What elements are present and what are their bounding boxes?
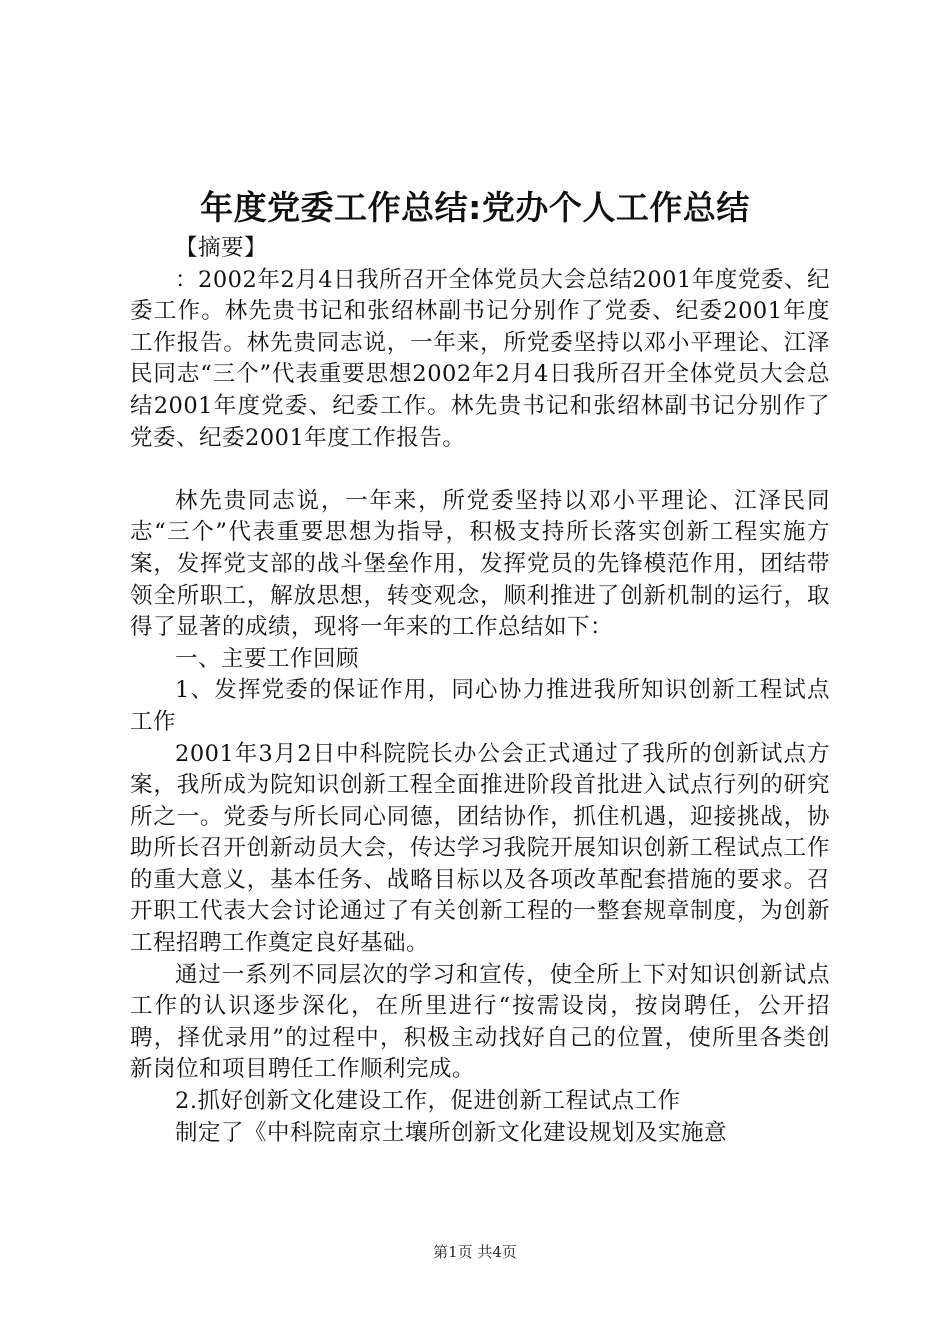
paragraph-gap — [130, 454, 830, 486]
page-footer: 第1页 共4页 — [433, 1243, 517, 1261]
subsection-heading: 2.抓好创新文化建设工作，促进创新工程试点工作 — [175, 1088, 681, 1115]
abstract-label: 【摘要】 — [175, 235, 268, 261]
body-paragraph: 通过一系列不同层次的学习和宣传，使全所上下对知识创新试点工作的认识逐步深化，在所里进行“按需设岗，按岗聘任，公开招聘，择优录用”的过程中，积极主动找好自己的位置，使所里各类创新岗位和项目聘任工作顺利完成。 — [130, 961, 830, 1083]
body-paragraph: 制定了《中科院南京土壤所创新文化建设规划及实施意 — [175, 1119, 728, 1146]
section-heading: 一、主要工作回顾 — [175, 645, 360, 672]
body-paragraph: 2001年3月2日中科院院长办公会正式通过了我所的创新试点方案，我所成为院知识创新工程全面推进阶段首批进入试点行列的研究所之一。党委与所长同心同德，团结协作，抓住机遇，迎接挑战，协助所长召开创新动员大会，传达学习我院开展知识创新工程试点工作的重大意义，基本任务、战略目标以及各项改革配套措施的要求。召开职工代表大会讨论通过了有关创新工程的一整套规章制度，为创新工程招聘工作奠定良好基础。 — [130, 740, 830, 957]
abstract-paragraph: ：2002年2月4日我所召开全体党员大会总结2001年度党委、纪委工作。林先贵书记和张绍林副书记分别作了党委、纪委2001年度工作报告。林先贵同志说，一年来，所党委坚持以邓小平理论、江泽民同志“三个”代表重要思想2002年2月4日我所召开全体党员大会总结2001年度党委、纪委工作。林先贵书记和张绍林副书记分别作了党委、纪委2001年度工作报告。 — [130, 266, 830, 451]
intro-paragraph: 林先贵同志说，一年来，所党委坚持以邓小平理论、江泽民同志“三个”代表重要思想为指导，积极支持所长落实创新工程实施方案，发挥党支部的战斗堡垒作用，发挥党员的先锋模范作用，团结带领全所职工，解放思想，转变观念，顺利推进了创新机制的运行，取得了显著的成绩，现将一年来的工作总结如下： — [130, 487, 830, 641]
subsection-heading: 1、发挥党委的保证作用，同心协力推进我所知识创新工程试点工作 — [130, 677, 830, 735]
document-body — [130, 233, 830, 1149]
document-title: 年度党委工作总结:党办个人工作总结 — [200, 188, 750, 227]
